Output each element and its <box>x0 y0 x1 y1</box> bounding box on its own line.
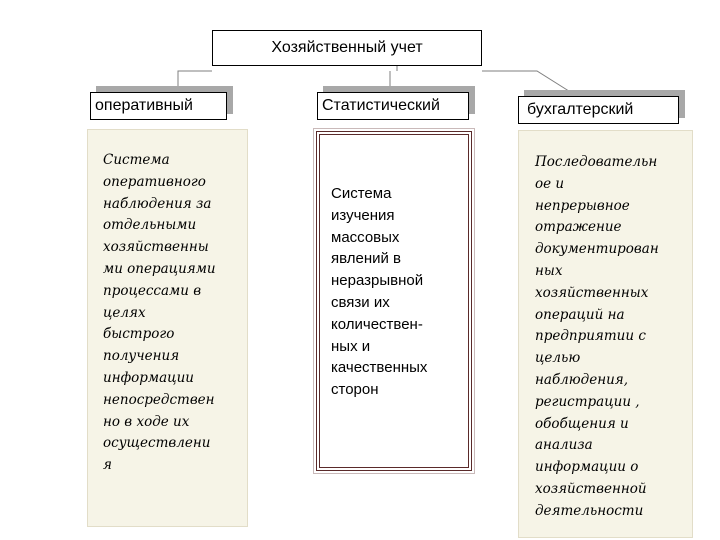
desc-line: наблюдения, <box>535 371 629 388</box>
desc-line: хозяйственных <box>535 284 649 301</box>
category-title: оперативный <box>95 97 193 114</box>
desc-line: неразрывной <box>331 272 424 290</box>
desc-line: изучения <box>331 206 395 224</box>
desc-line: Последовательн <box>535 154 658 170</box>
category-accounting-description <box>535 152 693 523</box>
desc-line: ных и <box>331 337 371 355</box>
desc-line: непрерывное <box>535 197 630 214</box>
connector-line-right <box>482 71 572 93</box>
desc-line: целью <box>535 350 581 367</box>
desc-line: отдельными <box>103 217 197 234</box>
category-statistical-description <box>331 183 466 401</box>
desc-line: операций на <box>535 306 625 323</box>
root-node <box>212 30 482 66</box>
desc-line: предприятии с <box>535 328 646 345</box>
desc-line: ми операциями <box>103 260 216 277</box>
desc-line: количествен- <box>331 315 423 333</box>
desc-line: связи их <box>331 293 390 311</box>
desc-line: хозяйственной <box>535 480 647 497</box>
category-title: бухгалтерский <box>527 101 634 118</box>
root-label: Хозяйственный учет <box>271 39 423 56</box>
desc-line: хозяйственны <box>103 239 209 256</box>
desc-line: наблюдения за <box>103 195 212 212</box>
desc-line: массовых <box>331 228 400 246</box>
category-operational-header <box>90 92 227 120</box>
desc-line: ое и <box>535 175 565 192</box>
desc-line: оперативного <box>103 173 206 190</box>
desc-line: качественных <box>331 359 428 377</box>
desc-line: регистрации , <box>535 393 640 410</box>
desc-line: Система <box>331 185 392 202</box>
connector-line-left <box>178 71 212 93</box>
desc-line: получения <box>103 348 180 365</box>
desc-line: анализа <box>535 437 593 454</box>
category-title: Статистический <box>322 97 440 114</box>
category-statistical-header <box>317 92 469 120</box>
desc-line: явлений в <box>331 250 402 268</box>
desc-line: отражение <box>535 219 622 236</box>
desc-line: информации о <box>535 459 639 476</box>
desc-line: ных <box>535 262 563 279</box>
category-operational-description <box>103 150 243 477</box>
desc-line: быстрого <box>103 326 175 343</box>
desc-line: я <box>103 457 112 474</box>
desc-line: документирован <box>535 241 659 258</box>
category-accounting-header <box>518 96 679 124</box>
desc-line: процессами в <box>103 282 202 299</box>
desc-line: непосредствен <box>103 391 215 408</box>
desc-line: обобщения и <box>535 415 629 432</box>
desc-line: осуществлени <box>103 435 211 452</box>
desc-line: сторон <box>331 381 379 399</box>
desc-line: Система <box>103 152 170 168</box>
desc-line: деятельности <box>535 502 644 519</box>
desc-line: целях <box>103 304 146 321</box>
desc-line: но в ходе их <box>103 413 190 430</box>
desc-line: информации <box>103 369 194 386</box>
